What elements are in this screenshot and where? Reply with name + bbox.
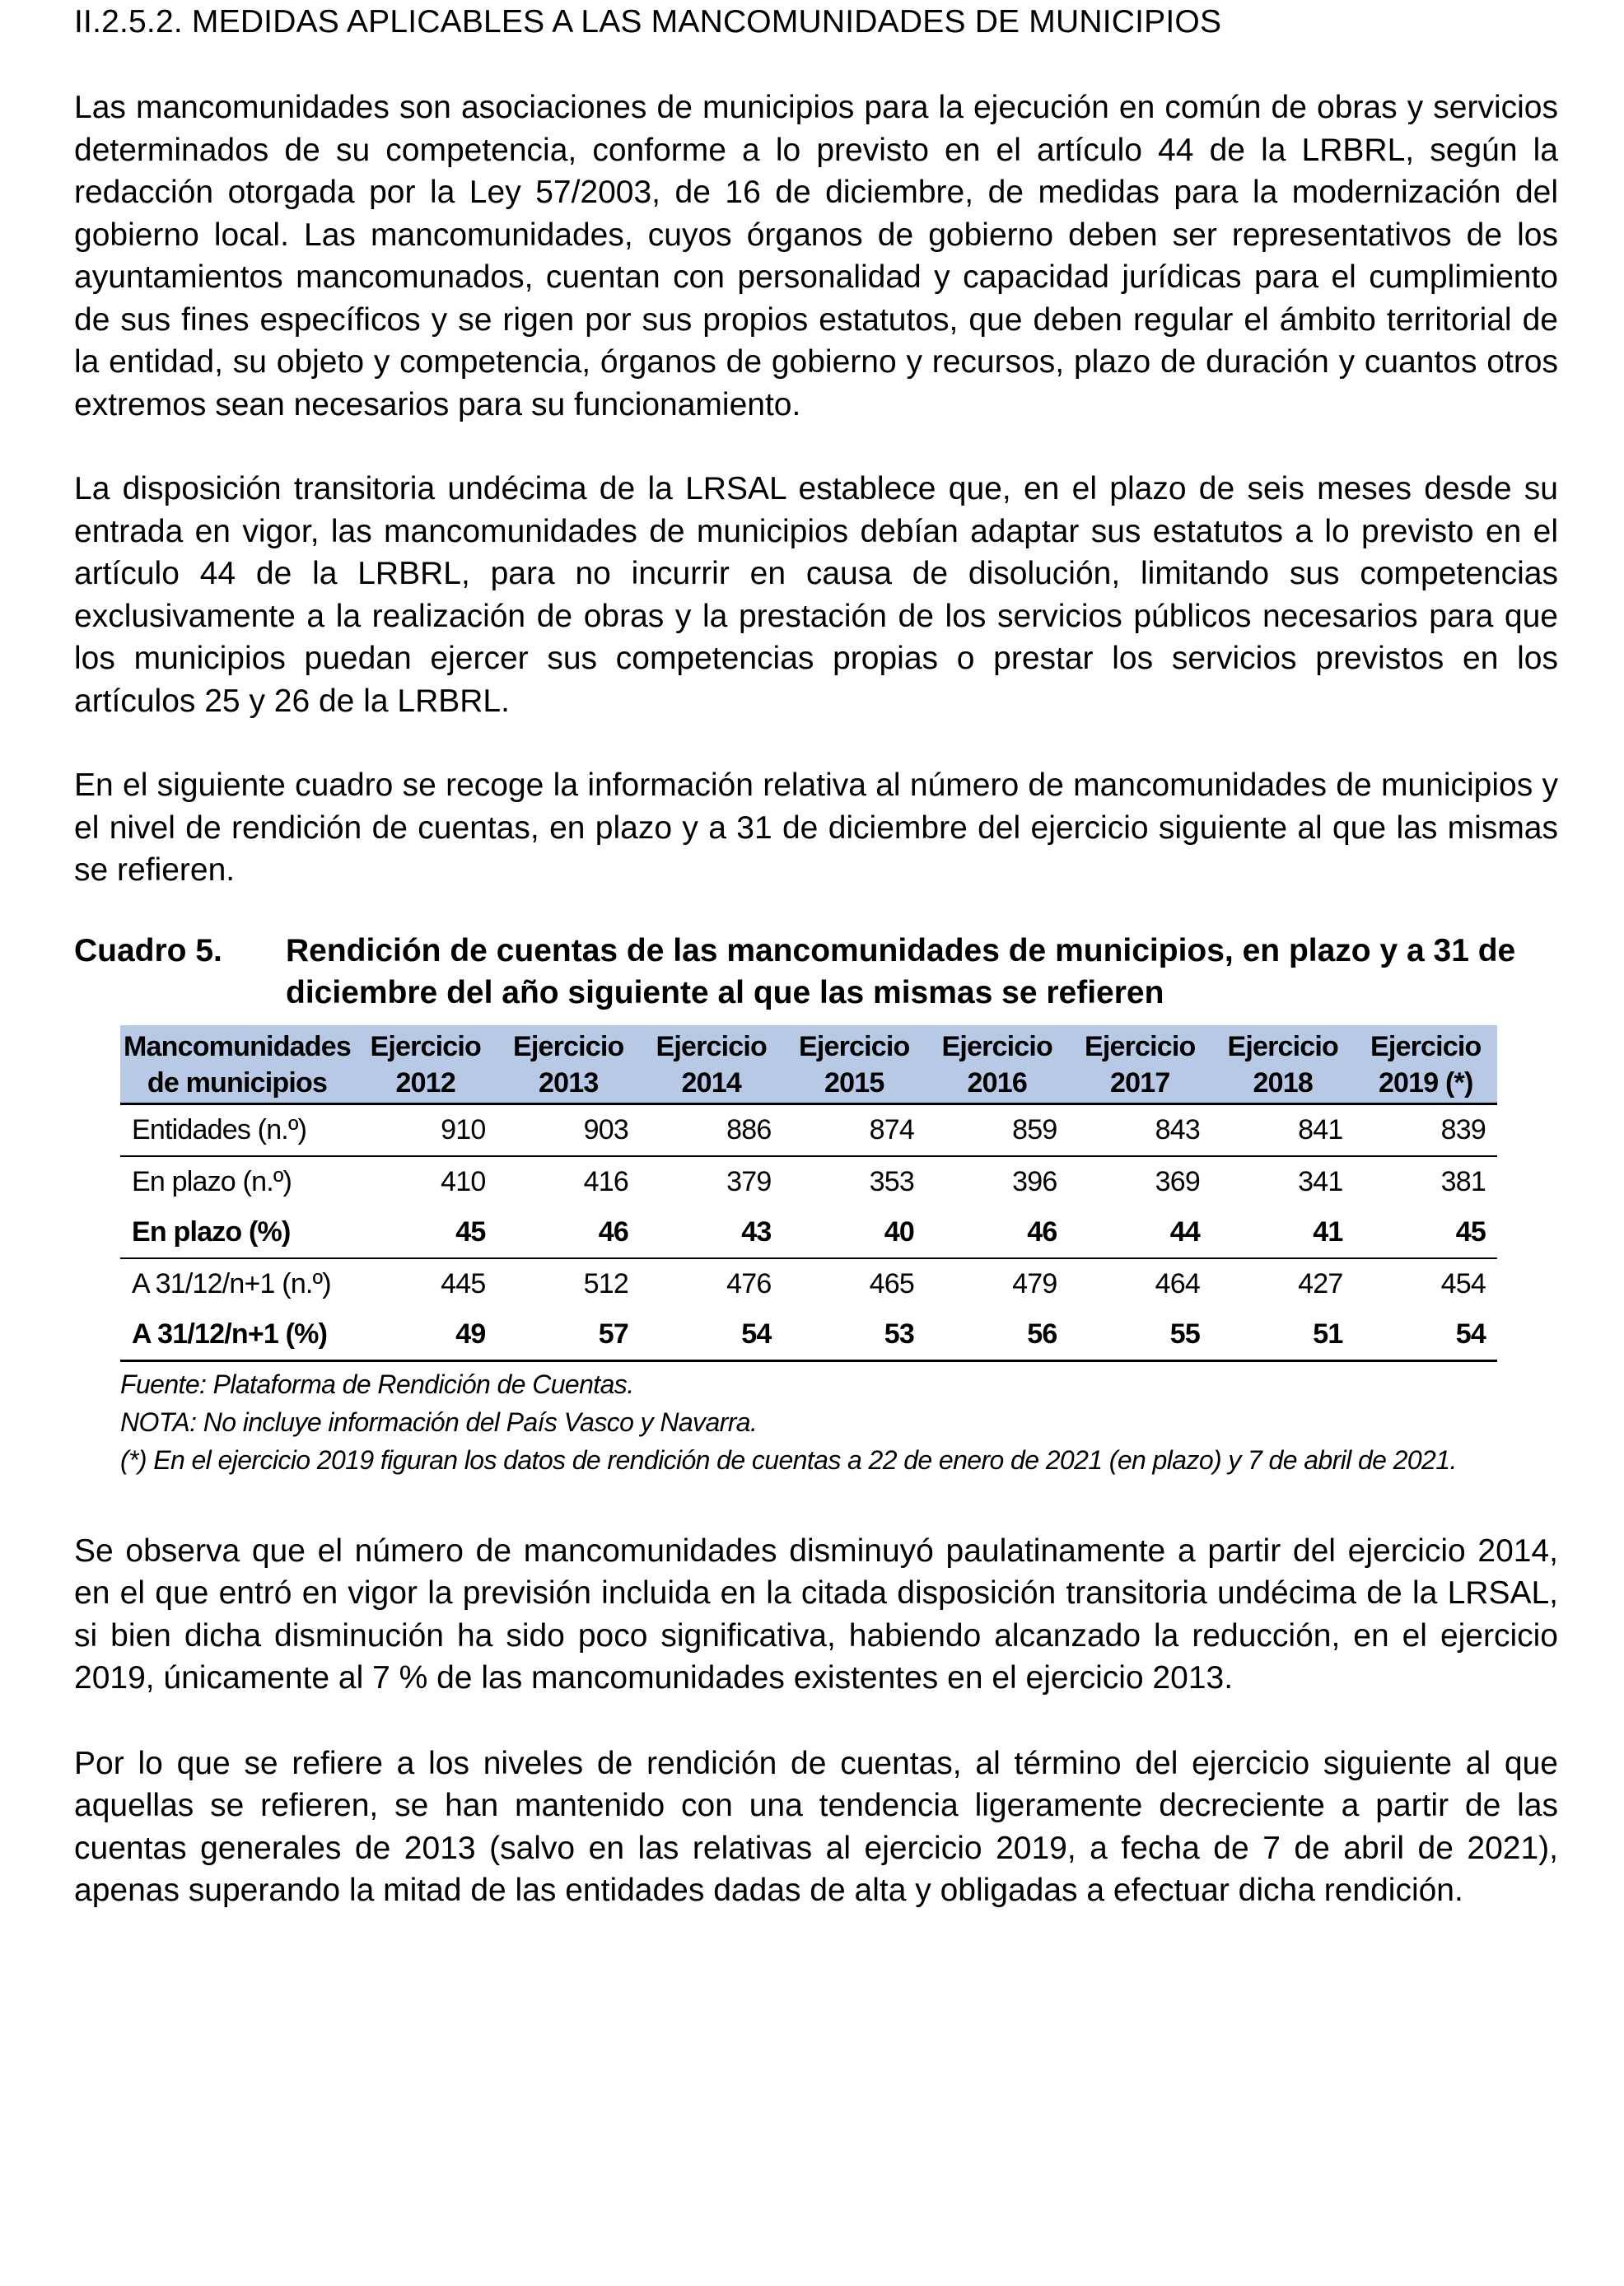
table-cell: 44 (1068, 1207, 1211, 1258)
header-line: Ejercicio (370, 1030, 481, 1062)
table-cell: 46 (926, 1207, 1069, 1258)
header-line: de municipios (147, 1066, 328, 1099)
table-container (120, 1025, 1497, 1362)
table-cell: 476 (726, 1267, 772, 1299)
table-cell: 445 (441, 1267, 486, 1299)
header-cell-2014 (640, 1025, 783, 1104)
table-caption (74, 930, 1558, 1014)
table-cell: 843 (1068, 1103, 1211, 1156)
row-label: En plazo (%) (120, 1207, 354, 1258)
header-cell-2012 (354, 1025, 497, 1104)
header-line: Ejercicio (512, 1030, 624, 1062)
header-cell-2017 (1068, 1025, 1211, 1104)
table-row-en-plazo-pct (120, 1207, 1497, 1258)
paragraph-5: Por lo que se refiere a los niveles de rendición de cuentas, al término del ejercicio siguiente al que aquellas se refieren, se han mantenido con una tendencia ligeramente decreciente a partir de las cuentas generales de 2013 (salvo en las relativas al ejercicio 2019, a fecha de 7 de abril de 2021), apenas superando la mitad de las entidades dadas de alta y obligadas a efectuar dicha rendición. (74, 1745, 1558, 1908)
paragraph-3: En el siguiente cuadro se recoge la información relativa al número de mancomunidades de municipios y el nivel de rendición de cuentas, en plazo y a 31 de diciembre del ejercicio siguiente al que las mismas se refieren. (74, 767, 1558, 888)
table-row-a3112-pct (120, 1309, 1497, 1361)
header-line: 2017 (1110, 1066, 1170, 1099)
row-label: A 31/12/n+1 (%) (120, 1309, 354, 1361)
table-cell: 886 (640, 1103, 783, 1156)
header-line: Ejercicio (1084, 1030, 1196, 1062)
header-line: 2015 (824, 1066, 884, 1099)
table-cell: 381 (1440, 1165, 1486, 1197)
table-cell: 55 (1068, 1309, 1211, 1361)
table-caption-number: Cuadro 5. (74, 932, 222, 968)
table-cell: 49 (354, 1309, 497, 1361)
table-caption-title: Rendición de cuentas de las mancomunidades de municipios, en plazo y a 31 de diciembre del año siguiente al que las mismas se refieren (286, 932, 1516, 1010)
header-cell-2013 (497, 1025, 640, 1104)
table-cell: 53 (782, 1309, 926, 1361)
table-cell: 45 (1354, 1207, 1497, 1258)
table-cell: 416 (583, 1165, 628, 1197)
table-notes (120, 1365, 1558, 1479)
paragraph-1: Las mancomunidades son asociaciones de municipios para la ejecución en común de obras y servicios determinados de su competencia, conforme a lo previsto en el artículo 44 de la LRBRL, según la redacción otorgada por la Ley 57/2003, de 16 de diciembre, de medidas para la modernización del gobierno local. Las mancomunidades, cuyos órganos de gobierno deben ser representativos de los ayuntamientos mancomunados, cuentan con personalidad y capacidad jurídicas para el cumplimiento de sus fines específicos y se rigen por sus propios estatutos, que deben regular el ámbito territorial de la entidad, su objeto y competencia, órganos de gobierno y recursos, plazo de duración y cuantos otros extremos sean necesarios para su funcionamiento. (74, 90, 1558, 422)
header-line: 2013 (539, 1066, 599, 1099)
table-cell: 45 (354, 1207, 497, 1258)
table-row-a3112-n (120, 1258, 1497, 1309)
table-cell: 479 (1012, 1267, 1057, 1299)
table-header-row (120, 1025, 1497, 1104)
table-cell: 369 (1155, 1165, 1200, 1197)
table-cell: 51 (1211, 1309, 1355, 1361)
table-cell: 465 (869, 1267, 914, 1299)
table-cell: 859 (926, 1103, 1069, 1156)
table-cell: 46 (497, 1207, 640, 1258)
table-cell: 839 (1354, 1103, 1497, 1156)
row-label: A 31/12/n+1 (n.º) (132, 1267, 331, 1299)
nota-note: NOTA: No incluye información del País Vasco y Navarra. (120, 1407, 758, 1437)
header-line: 2018 (1253, 1066, 1313, 1099)
document-page (74, 0, 1558, 1912)
header-line: 2019 (*) (1378, 1066, 1473, 1099)
header-line: Mancomunidades (124, 1030, 351, 1062)
table-cell: 874 (782, 1103, 926, 1156)
header-cell-2016 (926, 1025, 1069, 1104)
header-line: Ejercicio (941, 1030, 1052, 1062)
table-cell: 43 (640, 1207, 783, 1258)
header-cell-2015 (782, 1025, 926, 1104)
row-label: En plazo (n.º) (132, 1165, 292, 1197)
source-note: Fuente: Plataforma de Rendición de Cuentas. (120, 1369, 634, 1399)
header-line: Ejercicio (798, 1030, 910, 1062)
table-row-entidades (120, 1103, 1497, 1156)
table-cell: 57 (497, 1309, 640, 1361)
header-line: 2016 (967, 1066, 1027, 1099)
table-cell: 40 (782, 1207, 926, 1258)
table-cell: 464 (1155, 1267, 1200, 1299)
asterisk-note: (*) En el ejercicio 2019 figuran los datos de rendición de cuentas a 22 de enero de 2021 (en plazo) y 7 de abril de 2021. (120, 1444, 1457, 1475)
header-cell-2019 (1354, 1025, 1497, 1104)
table-cell: 903 (497, 1103, 640, 1156)
table-cell: 910 (354, 1103, 497, 1156)
table-cell: 341 (1298, 1165, 1343, 1197)
table-cell: 353 (869, 1165, 914, 1197)
header-line: Ejercicio (1370, 1030, 1482, 1062)
table-cell: 56 (926, 1309, 1069, 1361)
table-cell: 396 (1012, 1165, 1057, 1197)
row-label: Entidades (n.º) (120, 1103, 354, 1156)
table-cell: 410 (441, 1165, 486, 1197)
table-cell: 54 (640, 1309, 783, 1361)
table-cell: 379 (726, 1165, 772, 1197)
header-cell-entity (120, 1025, 354, 1104)
header-line: Ejercicio (656, 1030, 767, 1062)
paragraph-2: La disposición transitoria undécima de la LRSAL establece que, en el plazo de seis meses desde su entrada en vigor, las mancomunidades de municipios debían adaptar sus estatutos a lo previsto en el artículo 44 de la LRBRL, para no incurrir en causa de disolución, limitando sus competencias exclusivamente a la realización de obras y la prestación de los servicios públicos necesarios para que los municipios puedan ejercer sus competencias propias o prestar los servicios previstos en los artículos 25 y 26 de la LRBRL. (74, 471, 1558, 719)
section-heading: II.2.5.2. MEDIDAS APLICABLES A LAS MANCOMUNIDADES DE MUNICIPIOS (74, 4, 1222, 40)
header-cell-2018 (1211, 1025, 1355, 1104)
table-cell: 427 (1298, 1267, 1343, 1299)
paragraph-4: Se observa que el número de mancomunidades disminuyó paulatinamente a partir del ejercicio 2014, en el que entró en vigor la previsión incluida en la citada disposición transitoria undécima de la LRSAL, si bien dicha disminución ha sido poco significativa, habiendo alcanzado la reducción, en el ejercicio 2019, únicamente al 7 % de las mancomunidades existentes en el ejercicio 2013. (74, 1533, 1558, 1696)
table-cell: 841 (1211, 1103, 1355, 1156)
header-line: 2014 (681, 1066, 741, 1099)
accounts-table (120, 1025, 1497, 1362)
table-cell: 512 (583, 1267, 628, 1299)
header-line: 2012 (395, 1066, 455, 1099)
table-cell: 41 (1211, 1207, 1355, 1258)
table-cell: 454 (1440, 1267, 1486, 1299)
table-cell: 54 (1354, 1309, 1497, 1361)
table-row-en-plazo-n (120, 1156, 1497, 1207)
header-line: Ejercicio (1227, 1030, 1338, 1062)
